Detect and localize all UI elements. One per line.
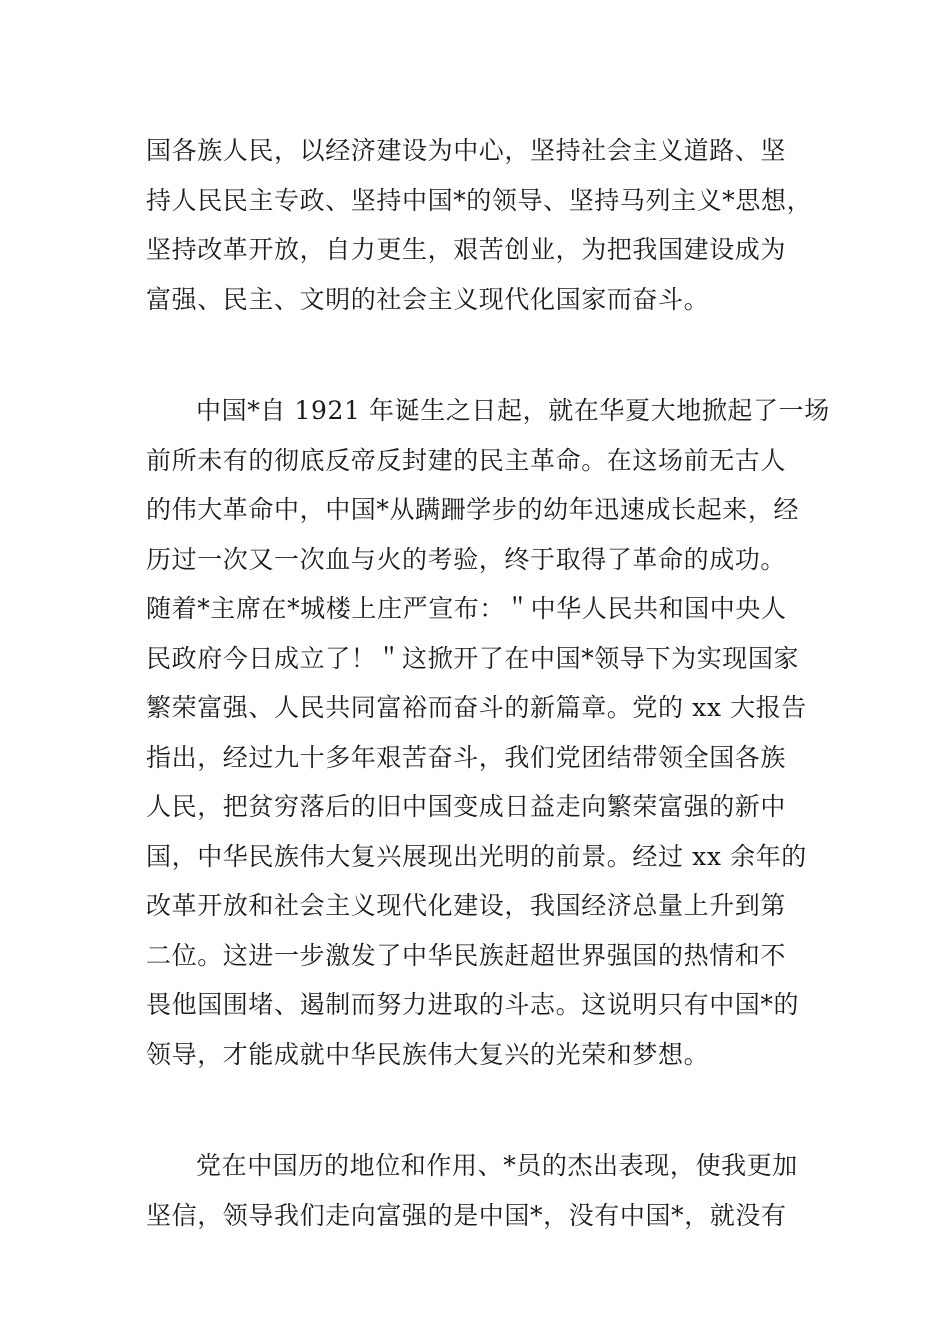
text-line: 人民，把贫穷落后的旧中国变成日益走向繁荣富强的新中 xyxy=(146,792,787,821)
paragraph-3 xyxy=(146,1141,806,1240)
paragraph-spacer xyxy=(146,324,806,386)
text-line: 富强、民主、文明的社会主义现代化国家而奋斗。 xyxy=(146,284,710,314)
text-line: 前所未有的彻底反帝反封建的民主革命。在这场前无古人 xyxy=(146,445,787,475)
text-line: 的伟大革命中，中国*从蹒跚学步的幼年迅速成长起来，经 xyxy=(146,495,800,524)
text-line: 国各族人民，以经济建设为中心，坚持社会主义道路、坚 xyxy=(146,136,787,165)
text-line: 持人民民主专政、坚持中国*的领导、坚持马列主义*思想， xyxy=(146,185,813,215)
text-line: 随着*主席在*城楼上庄严宣布：＂中华人民共和国中央人 xyxy=(146,594,787,623)
text-line: 历过一次又一次血与火的考验，终于取得了革命的成功。 xyxy=(146,544,787,574)
text-line: 坚信，领导我们走向富强的是中国*，没有中国*，就没有 xyxy=(146,1200,787,1230)
paragraph-2 xyxy=(146,386,830,1079)
text-line: 坚持改革开放，自力更生，艰苦创业，为把我国建设成为 xyxy=(146,235,787,264)
text-line: 领导，才能成就中华民族伟大复兴的光荣和梦想。 xyxy=(146,1039,710,1069)
text-line: 畏他国围堵、遏制而努力进取的斗志。这说明只有中国*的 xyxy=(146,990,800,1019)
text-line: 国，中华民族伟大复兴展现出光明的前景。经过 xx 余年的 xyxy=(146,841,807,871)
text-line: 二位。这进一步激发了中华民族赶超世界强国的热情和不 xyxy=(146,940,787,970)
text-line: 繁荣富强、人民共同富裕而奋斗的新篇章。党的 xx 大报告 xyxy=(146,693,807,722)
paragraph-1 xyxy=(146,126,813,324)
text-line: 中国*自 1921 年诞生之日起，就在华夏大地掀起了一场 xyxy=(196,396,830,425)
text-line: 党在中国历的地位和作用、*员的杰出表现，使我更加 xyxy=(196,1151,798,1180)
text-line: 指出，经过九十多年艰苦奋斗，我们党团结带领全国各族 xyxy=(146,742,787,772)
text-line: 民政府今日成立了！＂这掀开了在中国*领导下为实现国家 xyxy=(146,643,800,673)
document-page xyxy=(146,126,830,1240)
paragraph-spacer xyxy=(146,1079,806,1141)
text-line: 改革开放和社会主义现代化建设，我国经济总量上升到第 xyxy=(146,891,787,920)
